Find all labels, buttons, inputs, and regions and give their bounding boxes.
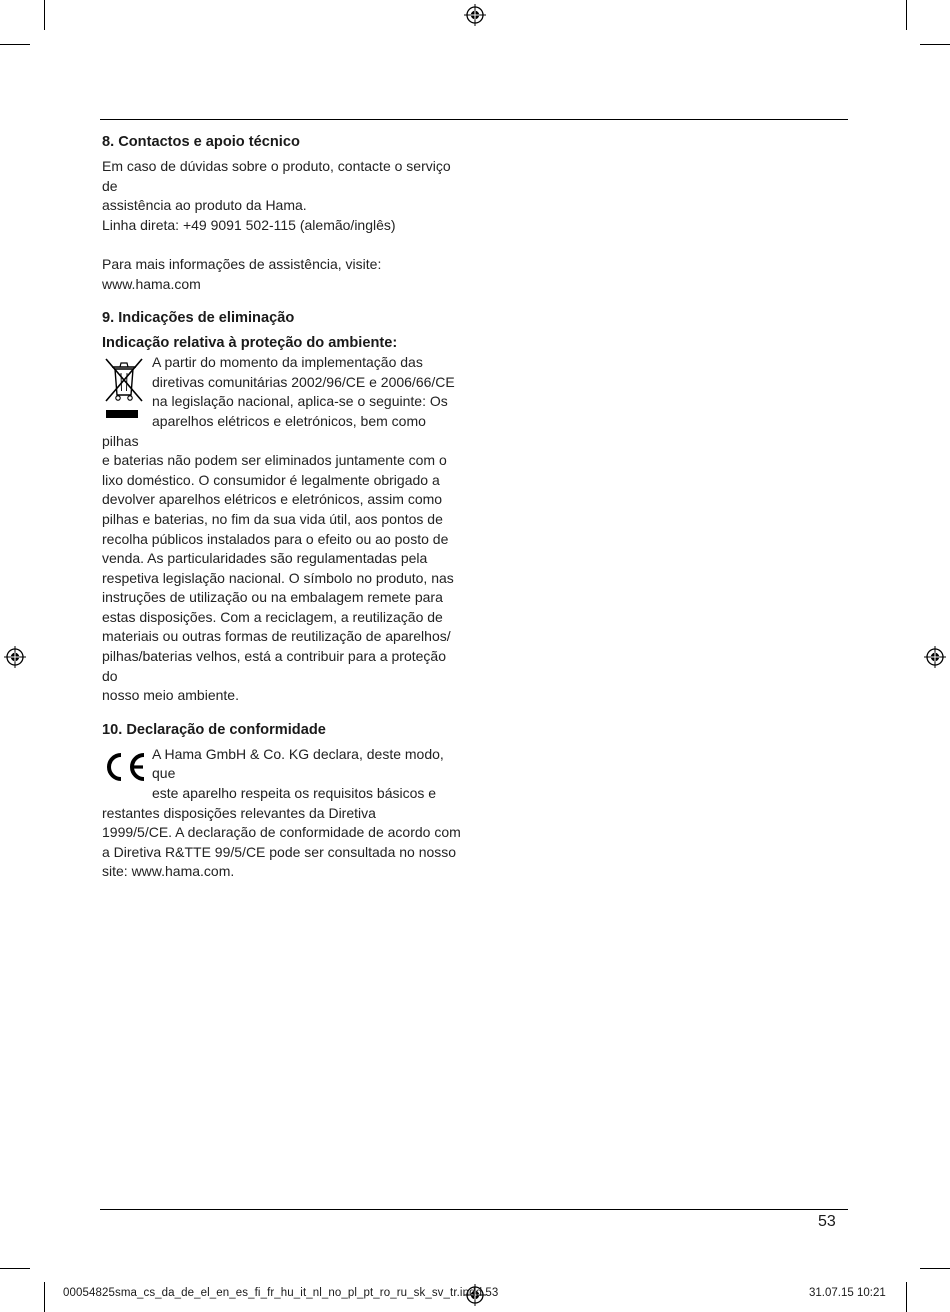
section-heading: 10. Declaração de conformidade bbox=[102, 721, 326, 738]
conformity-paragraph bbox=[102, 745, 464, 882]
crop-mark-bottom-left bbox=[44, 1282, 45, 1312]
paragraph-line: Em caso de dúvidas sobre o produto, contacte o serviço de bbox=[102, 158, 451, 194]
paragraph-line: instruções de utilização ou na embalagem remete para bbox=[102, 589, 443, 606]
weee-crossed-bin-icon bbox=[102, 355, 150, 423]
crop-mark-bottom-right bbox=[906, 1282, 907, 1312]
section-heading: 8. Contactos e apoio técnico bbox=[102, 134, 300, 150]
crop-mark-top-left bbox=[44, 0, 45, 30]
paragraph-line: pilhas/baterias velhos, está a contribuir para a proteção do bbox=[102, 648, 446, 684]
slug-date: 31.07.15 10:21 bbox=[809, 1287, 886, 1299]
paragraph-line: materiais ou outras formas de reutilização de aparelhos/ bbox=[102, 628, 451, 645]
paragraph-line: na legislação nacional, aplica-se o seguinte: Os bbox=[152, 393, 448, 410]
paragraph-line: restantes disposições relevantes da Diretiva bbox=[102, 804, 376, 821]
crop-mark-top-right bbox=[906, 0, 907, 30]
paragraph-line: assistência ao produto da Hama. bbox=[102, 197, 307, 214]
paragraph-line: estas disposições. Com a reciclagem, a reutilização de bbox=[102, 608, 443, 625]
paragraph-line: venda. As particularidades são regulamentadas pela bbox=[102, 550, 428, 567]
page-number: 53 bbox=[818, 1213, 836, 1230]
paragraph-line: respetiva legislação nacional. O símbolo no produto, nas bbox=[102, 569, 454, 586]
text-column bbox=[102, 132, 464, 882]
paragraph-line: site: www.hama.com. bbox=[102, 863, 235, 880]
paragraph-line: recolha públicos instalados para o efeito ou ao posto de bbox=[102, 530, 449, 547]
section-subheading: Indicação relativa à proteção do ambiente: bbox=[102, 335, 398, 352]
paragraph-line: nosso meio ambiente. bbox=[102, 687, 239, 704]
slug-filename: 00054825sma_cs_da_de_el_en_es_fi_fr_hu_it_nl_no_pl_pt_ro_ru_sk_sv_tr.indd 53 bbox=[63, 1287, 499, 1299]
crop-mark-bottom-right-h bbox=[920, 1268, 950, 1269]
paragraph-line: 1999/5/CE. A declaração de conformidade de acordo com bbox=[102, 824, 461, 841]
paragraph-line: a Diretiva R&TTE 99/5/CE pode ser consultada no nosso bbox=[102, 843, 457, 860]
registration-mark-icon bbox=[4, 646, 26, 668]
website-link[interactable]: www.hama.com bbox=[102, 275, 201, 292]
paragraph-line: A Hama GmbH & Co. KG declara, deste modo, que bbox=[152, 745, 444, 782]
section-conformity bbox=[102, 720, 464, 882]
disposal-paragraph bbox=[102, 353, 464, 706]
registration-mark-icon bbox=[464, 4, 486, 26]
section-heading: 9. Indicações de eliminação bbox=[102, 310, 295, 327]
paragraph-line: Para mais informações de assistência, visite: bbox=[102, 255, 382, 272]
section-contacts bbox=[102, 132, 464, 294]
paragraph-line: devolver aparelhos elétricos e eletrónicos, assim como bbox=[102, 491, 443, 508]
registration-mark-icon bbox=[924, 646, 946, 668]
paragraph-line: A partir do momento da implementação das bbox=[152, 354, 423, 371]
paragraph-line: diretivas comunitárias 2002/96/CE e 2006/66/CE bbox=[152, 373, 455, 390]
crop-mark-top-left-h bbox=[0, 44, 30, 45]
ce-mark-icon bbox=[102, 751, 150, 785]
crop-mark-bottom-left-h bbox=[0, 1268, 30, 1269]
footer-rule bbox=[100, 1209, 848, 1210]
crop-mark-top-right-h bbox=[920, 44, 950, 45]
header-rule bbox=[100, 119, 848, 120]
paragraph-line: lixo doméstico. O consumidor é legalmente obrigado a bbox=[102, 471, 440, 488]
paragraph-line: e baterias não podem ser eliminados juntamente com o bbox=[102, 452, 447, 469]
paragraph-line: aparelhos elétricos e eletrónicos, bem como pilhas bbox=[102, 412, 426, 449]
paragraph-line: pilhas e baterias, no fim da sua vida útil, aos pontos de bbox=[102, 510, 443, 527]
paragraph-line: este aparelho respeita os requisitos básicos e bbox=[152, 785, 437, 802]
section-disposal bbox=[102, 308, 464, 706]
paragraph-line: Linha direta: +49 9091 502-115 (alemão/inglês) bbox=[102, 216, 396, 233]
